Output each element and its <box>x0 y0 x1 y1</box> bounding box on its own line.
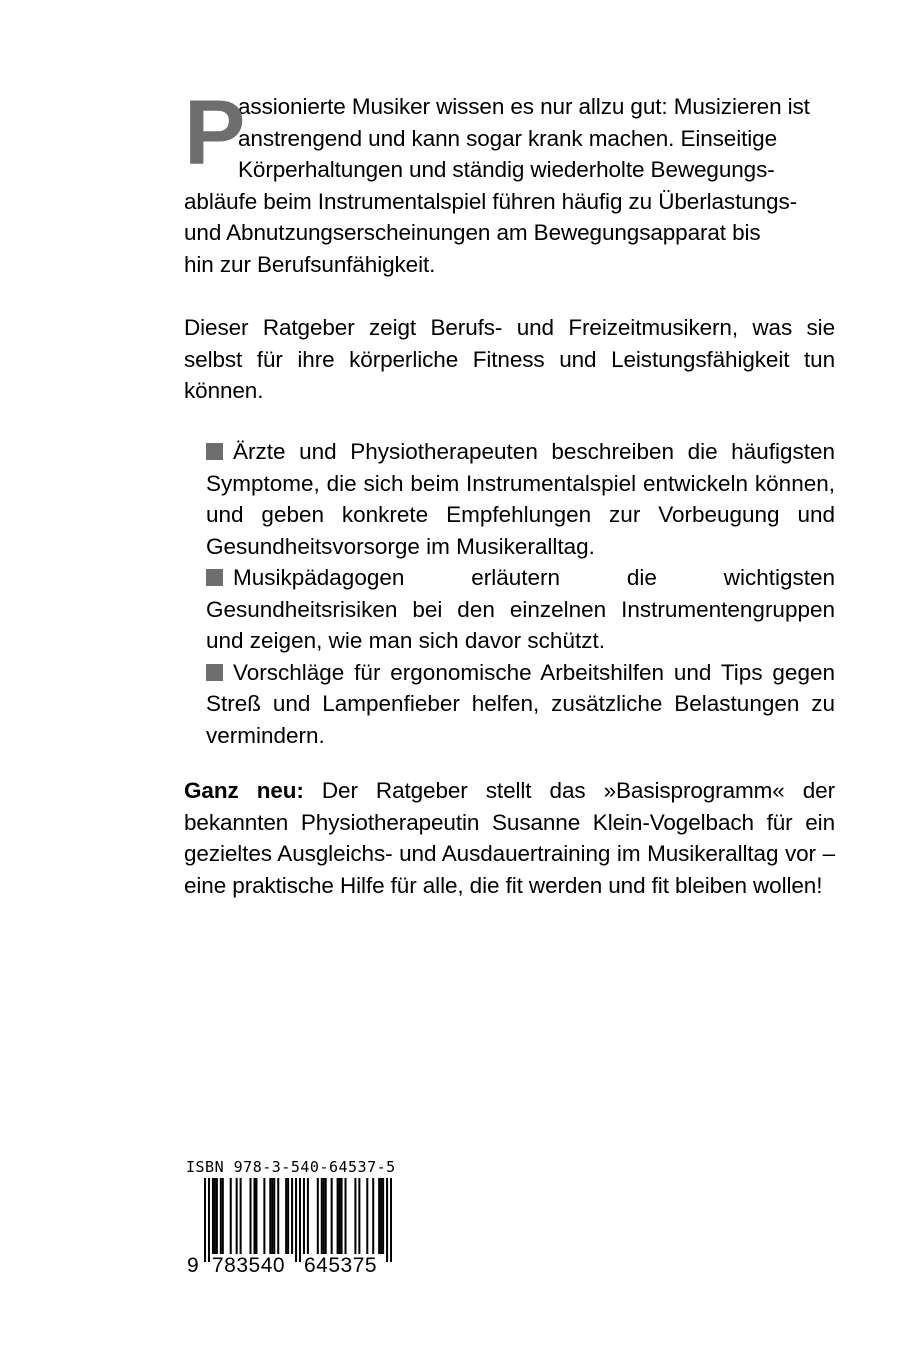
barcode-bar <box>366 1178 368 1254</box>
barcode-bar <box>273 1178 275 1254</box>
barcode-bar <box>216 1178 218 1254</box>
barcode-bar <box>382 1178 384 1254</box>
feature-bullet-list <box>206 436 835 751</box>
barcode-bar <box>299 1178 301 1262</box>
barcode-bar <box>214 1178 216 1254</box>
bullet-item <box>206 436 835 562</box>
barcode-bar <box>204 1178 206 1262</box>
final-lead-bold: Ganz neu: <box>184 778 304 803</box>
barcode-bar <box>295 1178 297 1262</box>
barcode-bar <box>378 1178 380 1254</box>
intro-paragraph <box>184 82 835 280</box>
barcode-bar <box>287 1178 289 1254</box>
barcode-bars <box>204 1178 392 1262</box>
barcode-bar <box>208 1178 210 1262</box>
barcode-bar <box>307 1178 309 1254</box>
barcode-bar <box>337 1178 339 1254</box>
bullet-text: Vorschläge für ergonomische Arbeitshilfen und Tips gegen Streß und Lampenfieber helfen, zusätzliche Belastungen zu vermindern. <box>206 659 835 748</box>
barcode-bar <box>250 1178 252 1254</box>
intro-line-4: abläufe beim Instrumentalspiel führen häufig zu Überlastungs- <box>184 188 798 214</box>
barcode-bar <box>380 1178 382 1254</box>
barcode-left-digits: 783540 <box>212 1254 286 1277</box>
intro-line-3: Körperhaltungen und ständig wiederholte Bewegungs- <box>238 157 775 182</box>
barcode-bar <box>263 1178 265 1254</box>
square-bullet-icon <box>206 443 223 460</box>
barcode-bar <box>291 1178 293 1254</box>
barcode-bar <box>386 1178 388 1262</box>
intro-line-2: anstrengend und kann sogar krank machen. Einseitige <box>238 125 777 151</box>
barcode-bar <box>321 1178 323 1254</box>
barcode-bar <box>240 1178 242 1254</box>
barcode-bar <box>230 1178 232 1254</box>
drop-cap-letter: P <box>184 82 246 184</box>
barcode-bar <box>372 1178 374 1254</box>
barcode-lead-digit: 9 <box>187 1254 200 1277</box>
barcode-bar <box>220 1178 222 1254</box>
isbn-barcode <box>186 1158 408 1276</box>
barcode-bar <box>253 1178 255 1254</box>
barcode-bar <box>255 1178 257 1254</box>
bullet-item <box>206 657 835 752</box>
barcode-bar <box>325 1178 327 1254</box>
barcode-bar <box>277 1178 279 1254</box>
bullet-text: Musikpädagogen erläutern die wichtigsten Gesundheitsrisiken bei den einzelnen Instrumentengruppen und zeigen, wie man sich davor schützt. <box>206 565 835 653</box>
barcode-bar <box>358 1178 360 1254</box>
barcode-bar <box>341 1178 343 1254</box>
final-paragraph <box>184 775 835 901</box>
intro-line-5: und Abnutzungserscheinungen am Bewegungsapparat bis <box>184 220 761 245</box>
barcode-bar <box>269 1178 271 1254</box>
barcode-bar <box>212 1178 214 1254</box>
barcode-right-digits: 645375 <box>304 1254 378 1277</box>
barcode-bar <box>303 1178 305 1254</box>
barcode-bar <box>317 1178 319 1254</box>
barcode-bar <box>323 1178 325 1254</box>
bullet-item <box>206 562 835 657</box>
barcode-bar <box>354 1178 356 1254</box>
barcode-bar <box>339 1178 341 1254</box>
barcode-bar <box>331 1178 333 1254</box>
barcode-bar <box>222 1178 224 1254</box>
intro-line-1: assionierte Musiker wissen es nur allzu gut: Musizieren ist <box>238 94 810 119</box>
intro-line-6: hin zur Berufsunfähigkeit. <box>184 251 436 277</box>
barcode-bar <box>345 1178 347 1254</box>
barcode-bar <box>271 1178 273 1254</box>
square-bullet-icon <box>206 569 223 586</box>
barcode-bar <box>390 1178 392 1262</box>
isbn-label: ISBN 978-3-540-64537-5 <box>186 1158 396 1176</box>
square-bullet-icon <box>206 664 223 681</box>
second-paragraph: Dieser Ratgeber zeigt Berufs- und Freizeitmusikern, was sie selbst für ihre körperliche Fitness und Leistungsfähigkeit tun können. <box>184 315 835 403</box>
barcode-bar <box>285 1178 287 1254</box>
barcode-bar <box>236 1178 238 1254</box>
final-text: Der Ratgeber stellt das »Basisprogramm« der bekannten Physiotherapeutin Susanne Klein-Vogelbach für ein gezieltes Ausgleichs- und Ausdauertraining im Musikeralltag vor – eine praktische Hilfe für alle, die fit werden und fit bleiben wollen! <box>184 778 835 898</box>
bullet-text: Ärzte und Physiotherapeuten beschreiben die häufigsten Symptome, die sich beim Instrumentalspiel entwickeln können, und geben konkrete Empfehlungen zur Vorbeugung und Gesundheitsvorsorge im Musikeralltag. <box>206 439 835 559</box>
